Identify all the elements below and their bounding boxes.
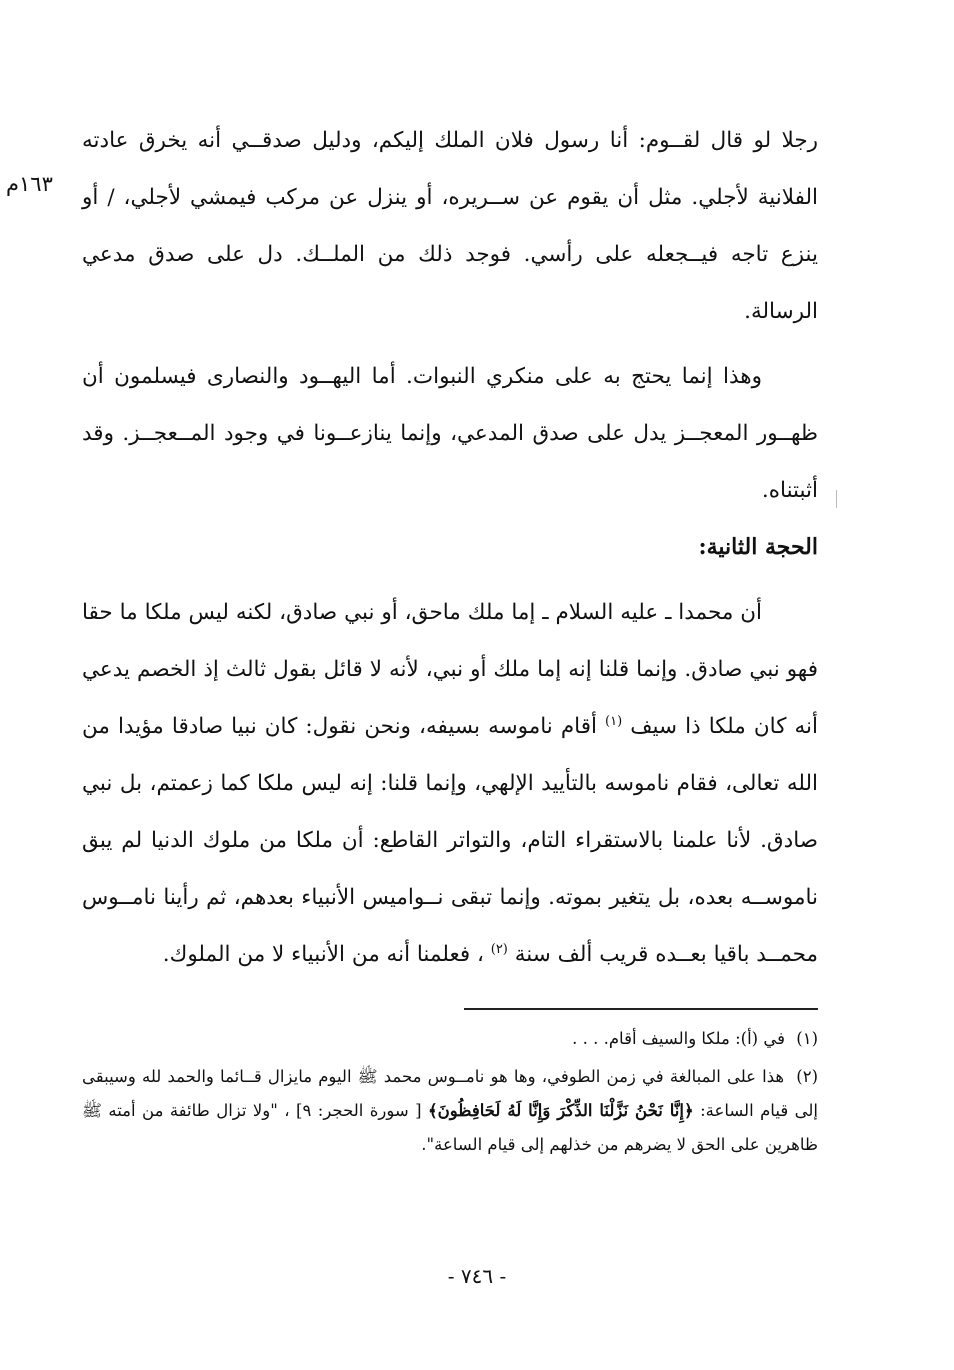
- footnote-1-text: في (أ): ملكا والسيف أقام. . . .: [572, 1029, 785, 1048]
- paragraph-3-part-b: أقام ناموسه بسيفه، ونحن نقول: كان نبيا صادقا مؤيدا من الله تعالى، فقام ناموسه بالتأييد الإلهي، وإنما قلنا: إنه ليس ملكا كما زعمتم، بل نبي صادق. لأنا علمنا بالاستقراء التام، والتواتر القاطع: أن ملكا من ملوك الدنيا لم يبق ناموســه بعده، بل يتغير بموته. وإنما تبقى نــواميس الأنبياء بعدهم، ثم رأينا نامــوس محمــد باقيا بعــده قريب ألف سنة: [82, 714, 818, 967]
- paragraph-3-part-a: أن محمدا ـ عليه السلام ـ إما ملك ماحق، أو نبي صادق، لكنه ليس ملكا ما حقا فهو نبي صادق. وإنما قلنا إنه إما ملك أو نبي، لأنه لا قائل بقول ثالث إذ الخصم يدعي أنه كان ملكا ذا سيف: [82, 600, 818, 739]
- scan-mark: [836, 490, 837, 508]
- paragraph-3: [82, 584, 818, 983]
- main-text: [82, 112, 818, 983]
- footnotes: [82, 1022, 818, 1166]
- quran-verse: ﴿إِنَّا نَحْنُ نَزَّلْنَا الذِّكْرَ وَإِنَّا لَهُ لَحَافِظُونَ﴾: [428, 1101, 694, 1120]
- footnote-2: [82, 1060, 818, 1162]
- footnote-2-text-b: [ سورة الحجر: ٩] ، "ولا تزال طائفة من أمته ﷺ ظاهرين على الحق لا يضرهم من خذلهم إلى قيام الساعة".: [82, 1101, 818, 1154]
- page-number: - ٧٤٦ -: [447, 1264, 507, 1288]
- footnote-1-number: (١): [796, 1029, 818, 1048]
- section-heading: الحجة الثانية:: [698, 534, 818, 560]
- margin-page-reference: ١٦٣م: [6, 172, 53, 196]
- footnote-separator: [464, 1008, 818, 1010]
- paragraph-2: وهذا إنما يحتج به على منكري النبوات. أما اليهــود والنصارى فيسلمون أن ظهــور المعجــز يدل على صدق المدعي، وإنما ينازعــونا في وجود المــعجــز. وقد أثبتناه.: [82, 364, 818, 503]
- footnote-2-number: (٢): [796, 1067, 819, 1086]
- footnote-ref-2[interactable]: (٢): [490, 941, 508, 957]
- paragraph-3-part-c: ، فعلمنا أنه من الأنبياء لا من الملوك.: [162, 942, 484, 967]
- paragraph-1: رجلا لو قال لقــوم: أنا رسول فلان الملك إليكم، ودليل صدقــي أنه يخرق عادته الفلانية لأجلي. مثل أن يقوم عن ســريره، أو ينزل عن مركب فيمشي لأجلي، / أو ينزع تاجه فيــجعله على رأسي. فوجد ذلك من الملــك. دل على صدق مدعي الرسالة.: [82, 128, 818, 324]
- footnote-2-text-a: هذا على المبالغة في زمن الطوفي، وها هو نامــوس محمد ﷺ اليوم مايزال قــائما والحمد لله وسيبقى إلى قيام الساعة:: [82, 1067, 818, 1120]
- footnote-ref-1[interactable]: (١): [605, 713, 623, 729]
- footnote-1: [82, 1022, 818, 1056]
